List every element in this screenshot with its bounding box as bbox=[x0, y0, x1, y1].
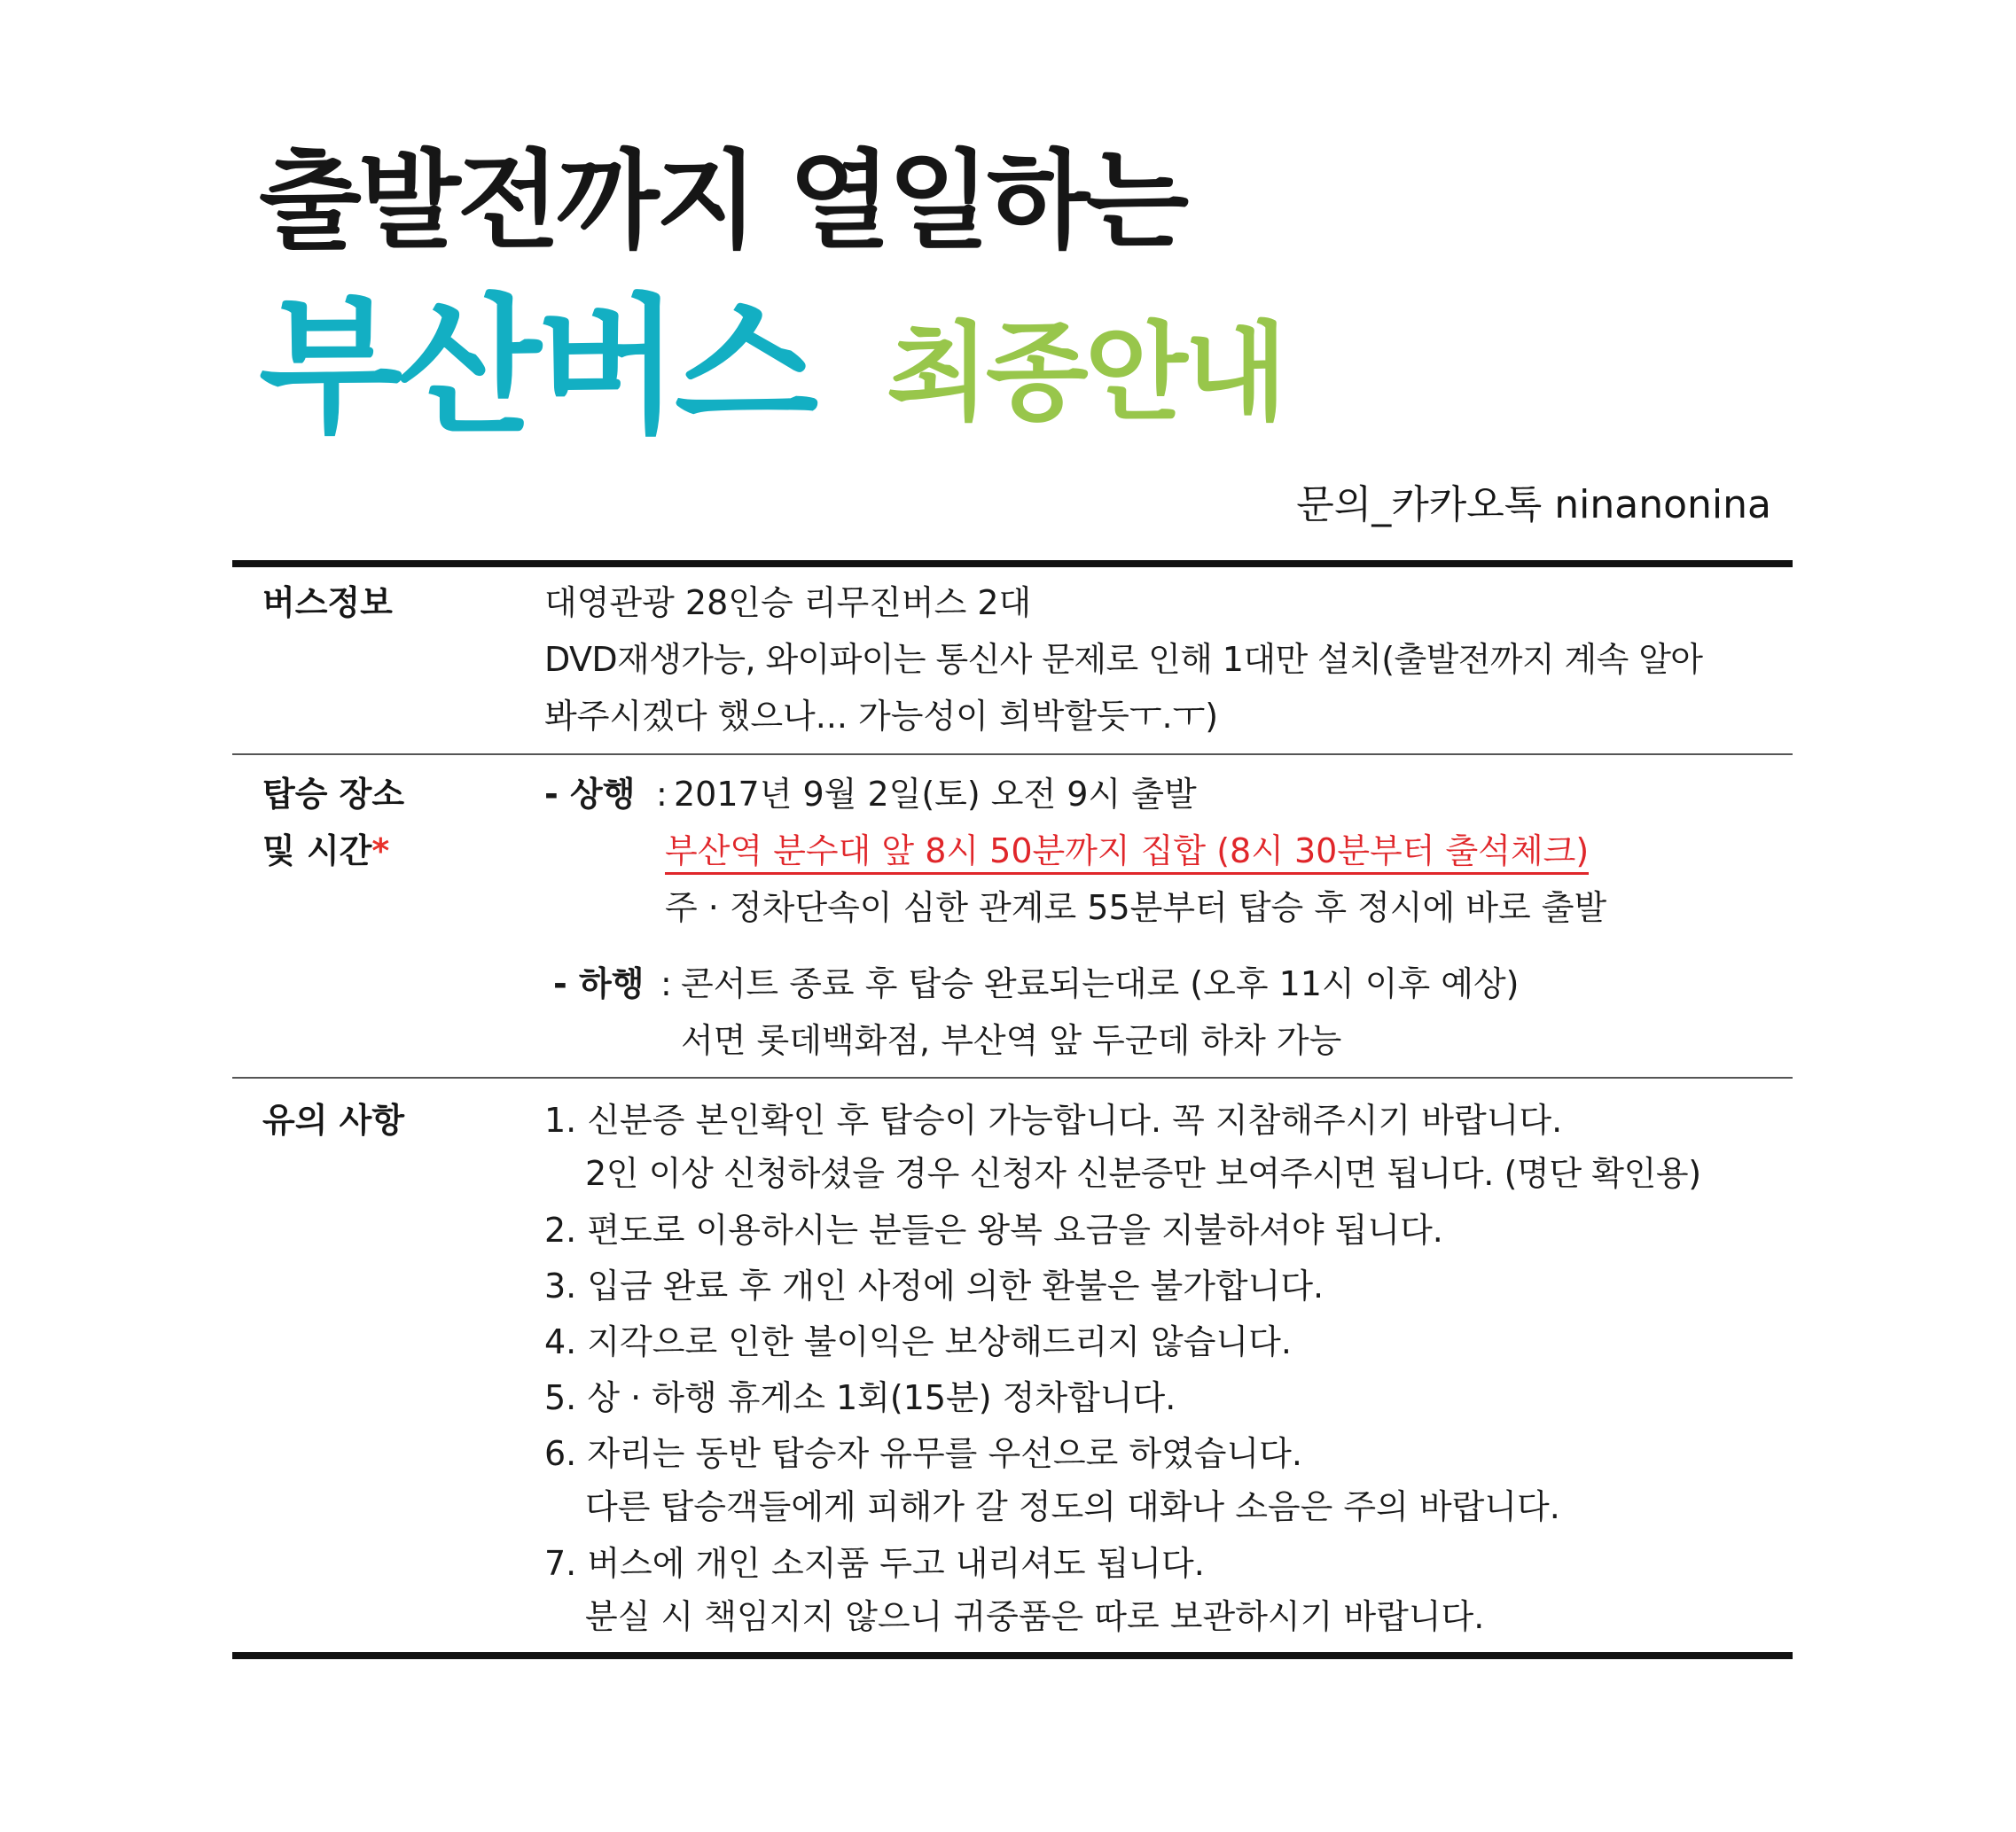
note-item: 2. 편도로 이용하시는 분들은 왕복 요금을 지불하셔야 됩니다. bbox=[544, 1211, 1443, 1250]
boarding-label-line2: 및 시간* bbox=[262, 831, 390, 870]
up-prefix: - 상행 bbox=[544, 775, 636, 814]
note-item: 7. 버스에 개인 소지품 두고 내리셔도 됩니다. bbox=[544, 1544, 1205, 1583]
title-busan-bus: 부산버스 bbox=[259, 280, 814, 454]
note-item: 2인 이상 신청하셨을 경우 신청자 신분증만 보여주시면 됩니다. (명단 확인용) bbox=[585, 1154, 1701, 1193]
bus-info-line: 봐주시겠다 했으나... 가능성이 희박할듯ㅜ.ㅜ) bbox=[544, 697, 1219, 736]
note-item: 4. 지각으로 인한 불이익은 보상해드리지 않습니다. bbox=[544, 1322, 1292, 1361]
down-departure: 콘서트 종료 후 탑승 완료되는대로 (오후 11시 이후 예상) bbox=[681, 964, 1520, 1003]
contact-info: 문의_카카오톡 ninanonina bbox=[1296, 482, 1771, 527]
bottom-rule bbox=[232, 1652, 1793, 1659]
notes-label: 유의 사항 bbox=[262, 1101, 405, 1140]
note-item: 5. 상 · 하행 휴게소 1회(15분) 정차합니다. bbox=[544, 1378, 1176, 1417]
note-item: 6. 자리는 동반 탑승자 유무를 우선으로 하였습니다. bbox=[544, 1434, 1302, 1473]
down-dropoff: 서면 롯데백화점, 부산역 앞 두군데 하차 가능 bbox=[681, 1021, 1342, 1060]
top-rule bbox=[232, 560, 1793, 567]
divider-1 bbox=[232, 753, 1793, 755]
up-note: 주 · 정차단속이 심한 관계로 55분부터 탑승 후 정시에 바로 출발 bbox=[665, 888, 1607, 927]
bus-info-label: 버스정보 bbox=[262, 583, 393, 622]
up-departure: 2017년 9월 2일(토) 오전 9시 출발 bbox=[674, 775, 1197, 814]
boarding-label bbox=[262, 766, 404, 879]
down-colon: : bbox=[660, 964, 672, 1003]
up-colon: : bbox=[656, 775, 668, 814]
note-item: 다른 탑승객들에게 피해가 갈 정도의 대화나 소음은 주의 바랍니다. bbox=[585, 1487, 1560, 1526]
title-line1: 출발전까지 열일하는 bbox=[259, 140, 1186, 263]
down-prefix: - 하행 bbox=[553, 964, 645, 1003]
bus-info-line: 대영관광 28인승 리무진버스 2대 bbox=[544, 583, 1032, 622]
boarding-label-line1: 탑승 장소 bbox=[262, 775, 405, 814]
note-item: 3. 입금 완료 후 개인 사정에 의한 환불은 불가합니다. bbox=[544, 1267, 1324, 1306]
note-item: 분실 시 책임지지 않으니 귀중품은 따로 보관하시기 바랍니다. bbox=[585, 1597, 1485, 1636]
divider-2 bbox=[232, 1077, 1793, 1079]
bus-info-line: DVD재생가능, 와이파이는 통신사 문제로 인해 1대만 설치(출발전까지 계속 알아 bbox=[544, 640, 1703, 679]
note-item: 1. 신분증 본인확인 후 탑승이 가능합니다. 꼭 지참해주시기 바랍니다. bbox=[544, 1101, 1563, 1140]
title-final-notice: 최종안내 bbox=[887, 312, 1284, 435]
required-star: * bbox=[371, 831, 390, 870]
up-meeting-point: 부산역 분수대 앞 8시 50분까지 집합 (8시 30분부터 출석체크) bbox=[665, 822, 1589, 879]
